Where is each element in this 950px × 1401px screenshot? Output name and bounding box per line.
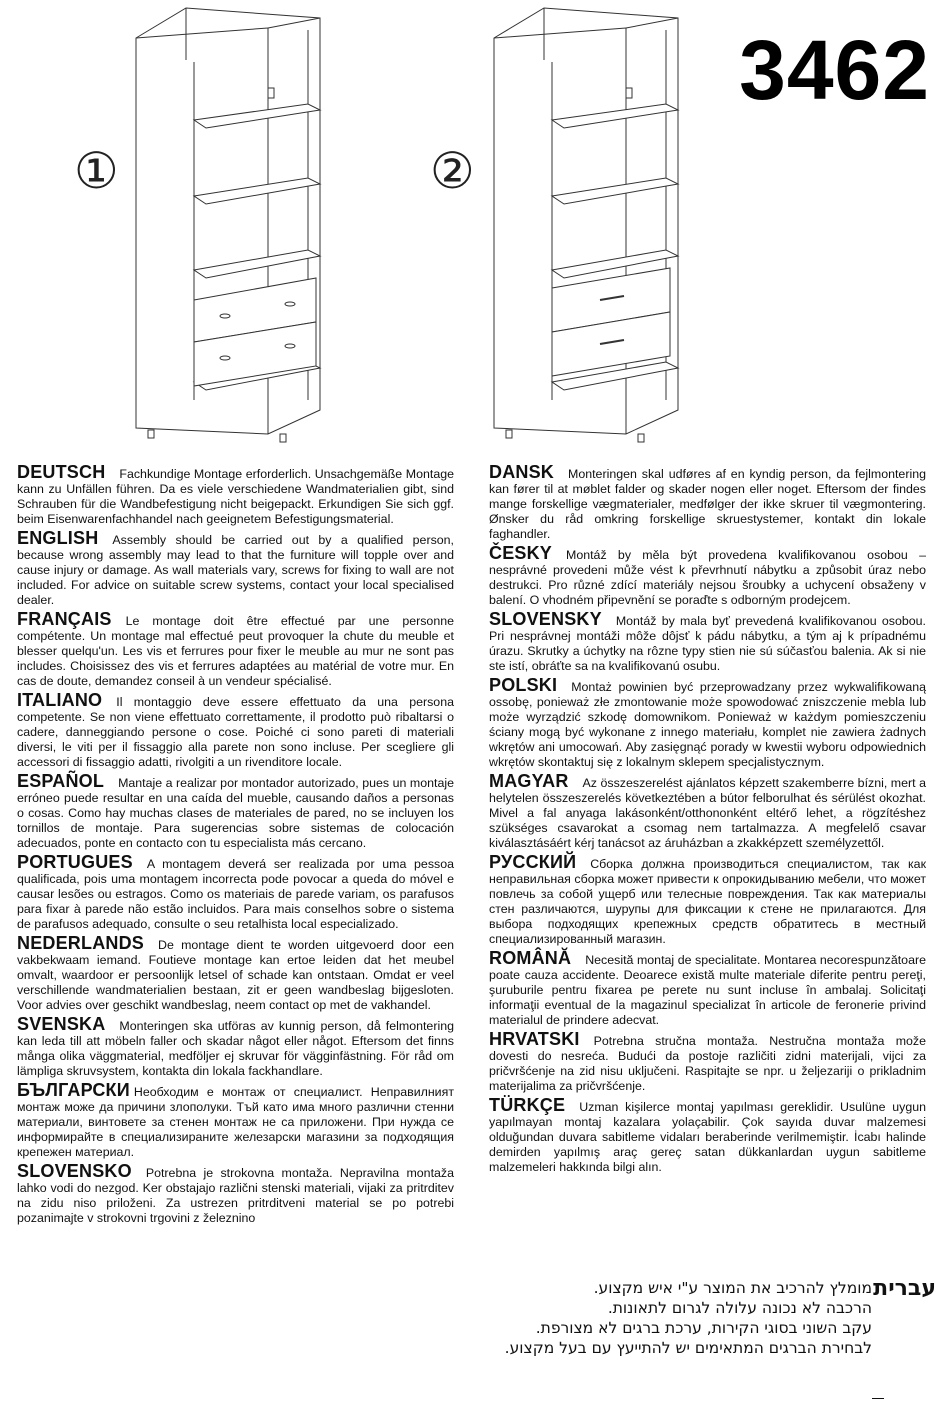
section-slovensko	[17, 1161, 454, 1226]
section-heading: ENGLISH	[17, 528, 99, 548]
section-text: Сборка должна производиться специалистом, так как неправильная сборка может привести к опрокидыванию мебели, что может повлечь за собой ущерб или телесные повреждения. Так как материалы стен различаются, шурупы для фиксации к стене не прилагаются. Для выбора подходящих крепежных средств обратитесь в местный специализированный магазин.	[489, 857, 926, 946]
hebrew-line: הרכבה לא נכונה עלולה לגרום לתאונות.	[607, 1299, 872, 1317]
section-text: A montagem deverá ser realizada por uma pessoa qualificada, pois uma montagem incorrecta pode povocar a queda do móvel e causar lesões ou estragos. Como os materiais de parede variam, os parafusos para fixar à parede não estão incluidos. Para mais conselhos sobre o sistema de parafusos adequado, consulte o seu retalhista local especializado.	[17, 857, 454, 931]
section-cesky	[489, 543, 926, 608]
section-dansk	[489, 462, 926, 542]
section-heading: РУССКИЙ	[489, 852, 577, 872]
section-text: Montaż powinien być przeprowadzany przez wykwalifikowaną ossobę, ponieważ złe zmontowanie może spowodować zniszczenie mebla lub może wyrządzić szkodę domownikom. Ponieważ w każdym pomieszczeniu ściany mogą być wykonane z innego materiału, komplet nie zawiera żadnych wkrętów ani umocowań. Aby zasięgnąć porady w kwestii wyboru odpowiednich wkrętów skontaktuj się z lokalnym sklepem specjalistycznym.	[489, 680, 926, 769]
section-text: De montage dient te worden uitgevoerd door een vakbekwaam iemand. Foutieve montage kan ertoe leiden dat het meubel omvalt, waardoor er persoonlijk letsel of schade kan ontstaan. Omdat er veel verschillende wandmaterialien bestaan, zit er geen wandbeslag bijgesloten. Voor advies over geschikt wandbeslag, neem contact op met de vakhandel.	[17, 938, 454, 1012]
section-text: Необходим е монтаж от специалист. Неправилният монтаж може да причини злополуки. Тъй като има много различни стенни материали, винтовете за стенен монтаж не са приложени. При нужда се информирайте в специализираните железарски магазини за подходящия крепежен материал.	[17, 1085, 454, 1159]
left-column	[17, 462, 454, 1230]
section-heading: MAGYAR	[489, 771, 569, 791]
hebrew-line: לבחירת הברגים המתאימים יש להתייעץ עם בעל מקצוע.	[504, 1339, 872, 1357]
section-text: Fachkundige Montage erforderlich. Unsachgemäße Montage kann zu Unfällen führen. Da es viele verschiedene Wandmaterialien gibt, sind Schrauben für die Wandbefestigung nicht beigepackt. Erkundigen Sie sich ggf. beim Eisenwarenfachhandel nach geeignetem Befestigungsmaterial.	[17, 467, 454, 526]
section-text: Az összeszerelést ajánlatos képzett szakemberre bízni, mert a helytelen összeszerelés következtében a bútor felborulhat és sérülést okozhat. Mivel a fal anyaga lakásonként/otthononként eltérő lehet, a rögzítéshez szükséges csavarokat a csomag nem tartalmazza. A megfelelő csavar kiválasztásáért kérj tanácsot az áruházban a zkakképzett személyzettől.	[489, 776, 926, 850]
model-number: 3462	[739, 23, 930, 117]
section-heading: ČESKY	[489, 543, 553, 563]
section-heading: DANSK	[489, 462, 555, 482]
section-heading: БЪЛГАРСКИ	[17, 1080, 130, 1100]
section-heading: PORTUGUES	[17, 852, 133, 872]
section-heading: SVENSKA	[17, 1014, 106, 1034]
hebrew-heading: עברית	[873, 1276, 936, 1301]
section-heading: SLOVENSKY	[489, 609, 602, 629]
section-text: Montáž by mala byť prevedená kvalifikovanou osobou. Pri nesprávnej montáži môže dôjsť k pádu nábytku, a tým aj k prípadnému úrazu. Skrutky a úchytky na rôzne typy stien nie sú súčasťou balenia. Ak si nie ste istí, obráťte sa na kvalifikovanú osubu.	[489, 614, 926, 673]
section-romana	[489, 948, 926, 1028]
section-text: Montáž by měla být provedena kvalifikovanou osobou – nesprávné provedeni může vést k převrhnutí nábytku a způsobit úraz nebo destrukci. Pro různé zdící materiály nejsou šroubky a uchycení obsaženy v balení. O vhodném připevnění se poraďte s odborným prodejcem.	[489, 548, 926, 607]
section-italiano	[17, 690, 454, 770]
section-magyar	[489, 771, 926, 851]
figure-2-number: ②	[430, 142, 475, 200]
figure-1-number: ①	[74, 142, 119, 200]
section-heading: ROMÂNĂ	[489, 948, 572, 968]
section-text: Potrebna stručna montaža. Nestručna montaža može dovesti do nesreća. Budući da postoje različiti zidni materijali, vijci za pričvršćenje na zid nisu uključeni. Raspitajte se npr. u željezariji o prikladnim materijalima za pričvršćenje.	[489, 1034, 926, 1093]
section-text: Mantaje a realizar por montador autorizado, pues un montaje erróneo puede resultar en una caída del mueble, causando daños a personas o cosas. Como hay muchas clases de materiales de pared, no se incluyen los tornillos de montaje. Para sugerencias sobre sistemas de colocación adecuados, ponte en contacto con tu especialista más cercano.	[17, 776, 454, 850]
section-text: Necesită montaj de specialitate. Montarea necorespunzătoare poate cauza accidente. Deoarece există multe materiale diferite pentru pereţi, şuruburile pentru fixarea pe perete nu sunt incluse în ambalaj. Solicitaţi informaţii eventual de la magazinul specializat în articole de feronerie privind materialul de prindere adecvat.	[489, 953, 926, 1027]
section-francais	[17, 609, 454, 689]
section-heading: DEUTSCH	[17, 462, 106, 482]
section-bulgarian	[17, 1080, 454, 1160]
hebrew-text	[505, 1278, 872, 1358]
section-text: Monteringen skal udføres af en kyndig person, da fejlmontering kan fører til at møblet falder og skader nogen eller noget. Eftersom der findes mange forskellige vægmaterialer, medfølger der ikke skruer til vægmontering. Ønsker du råd omkring forskellige skruestystemer, kontakt din lokale faghandler.	[489, 467, 926, 541]
bookcase-drawing-2	[488, 0, 698, 450]
section-deutsch	[17, 462, 454, 527]
section-slovensky	[489, 609, 926, 674]
section-nederlands	[17, 933, 454, 1013]
section-heading: SLOVENSKO	[17, 1161, 132, 1181]
section-text: Il montaggio deve essere effettuato da una persona competente. Se non viene effettuato correttamente, il prodotto può ribaltarsi o cadere, danneggiando persone o cose. Poiché ci sono pareti di materiali diversi, le viti per il fissaggio alla parete non sono incluse. Per scegliere gli accessori di fissaggio adatti, rivolgiti a un rivenditore locale.	[17, 695, 454, 769]
section-heading: FRANÇAIS	[17, 609, 112, 629]
section-heading: ITALIANO	[17, 690, 103, 710]
section-russian	[489, 852, 926, 947]
section-svenska	[17, 1014, 454, 1079]
section-text: Monteringen ska utföras av kunnig person, då felmontering kan leda till att möbeln faller och skadar något eller något. Eftersom det finns många olika väggmaterial, medföljer ej skruvar för vägginfästning. För råd om lämpliga skruvsystem, kontakta din lokala fackhandlare.	[17, 1019, 454, 1078]
section-hrvatski	[489, 1029, 926, 1094]
section-espanol	[17, 771, 454, 851]
section-heading: HRVATSKI	[489, 1029, 580, 1049]
section-heading: NEDERLANDS	[17, 933, 145, 953]
section-text: Uzman kişilerce montaj yapılması gereklidir. Usulüne uygun yapılmayan montaj kazalara yolaçabilir. Çok sayıda duvar malzemesi olduğundan duvara sabitleme vidaları beraberinde verilmemiştir. İcabı halinde demirden yapılmış araç gereç satan dükkanlardan uygun sabitleme malzemeleri hakkında bilgi alın.	[489, 1100, 926, 1174]
section-heading: ESPAÑOL	[17, 771, 105, 791]
hebrew-line: מומלץ להרכיב את המוצר ע"י איש מקצוע.	[593, 1279, 872, 1297]
hebrew-line: עקב השוני בסוגי הקירות, ערכת ברגים לא מצורפת.	[535, 1319, 872, 1337]
section-heading: TÜRKÇE	[489, 1095, 566, 1115]
section-english	[17, 528, 454, 608]
section-text: Le montage doit être effectué par une personne compétente. Un montage mal effectué peut provoquer la chute du meuble et blesser quelqu'un. Les vis et ferrures pour fixer le meuble au mur ne sont pas includes. Choisissez des vis et ferrures adaptées au matérial de votre mur. En cas de doute, demandez conseil à un vendeur spécialisé.	[17, 614, 454, 688]
page-mark	[872, 1398, 884, 1399]
section-turkce	[489, 1095, 926, 1175]
section-heading: POLSKI	[489, 675, 558, 695]
section-text: Potrebna je strokovna montaža. Nepravilna montaža lahko vodi do nezgod. Ker obstajajo različni stenski materiali, vijaki za pritrditev na zidu niso priloženi. Za ustrezen pritrditveni material se po potrebi pozanimajte v strokovni trgovini z železnino	[17, 1166, 454, 1225]
section-text: Assembly should be carried out by a qualified person, because wrong assembly may lead to that the furniture will topple over and cause injury or damage. As wall materials vary, screws for fixing to wall are not included. For advice on suitable screw systems, contact your local specialised dealer.	[17, 533, 454, 607]
right-column	[489, 462, 926, 1179]
section-portugues	[17, 852, 454, 932]
bookcase-drawing-1	[130, 0, 340, 450]
section-polski	[489, 675, 926, 770]
